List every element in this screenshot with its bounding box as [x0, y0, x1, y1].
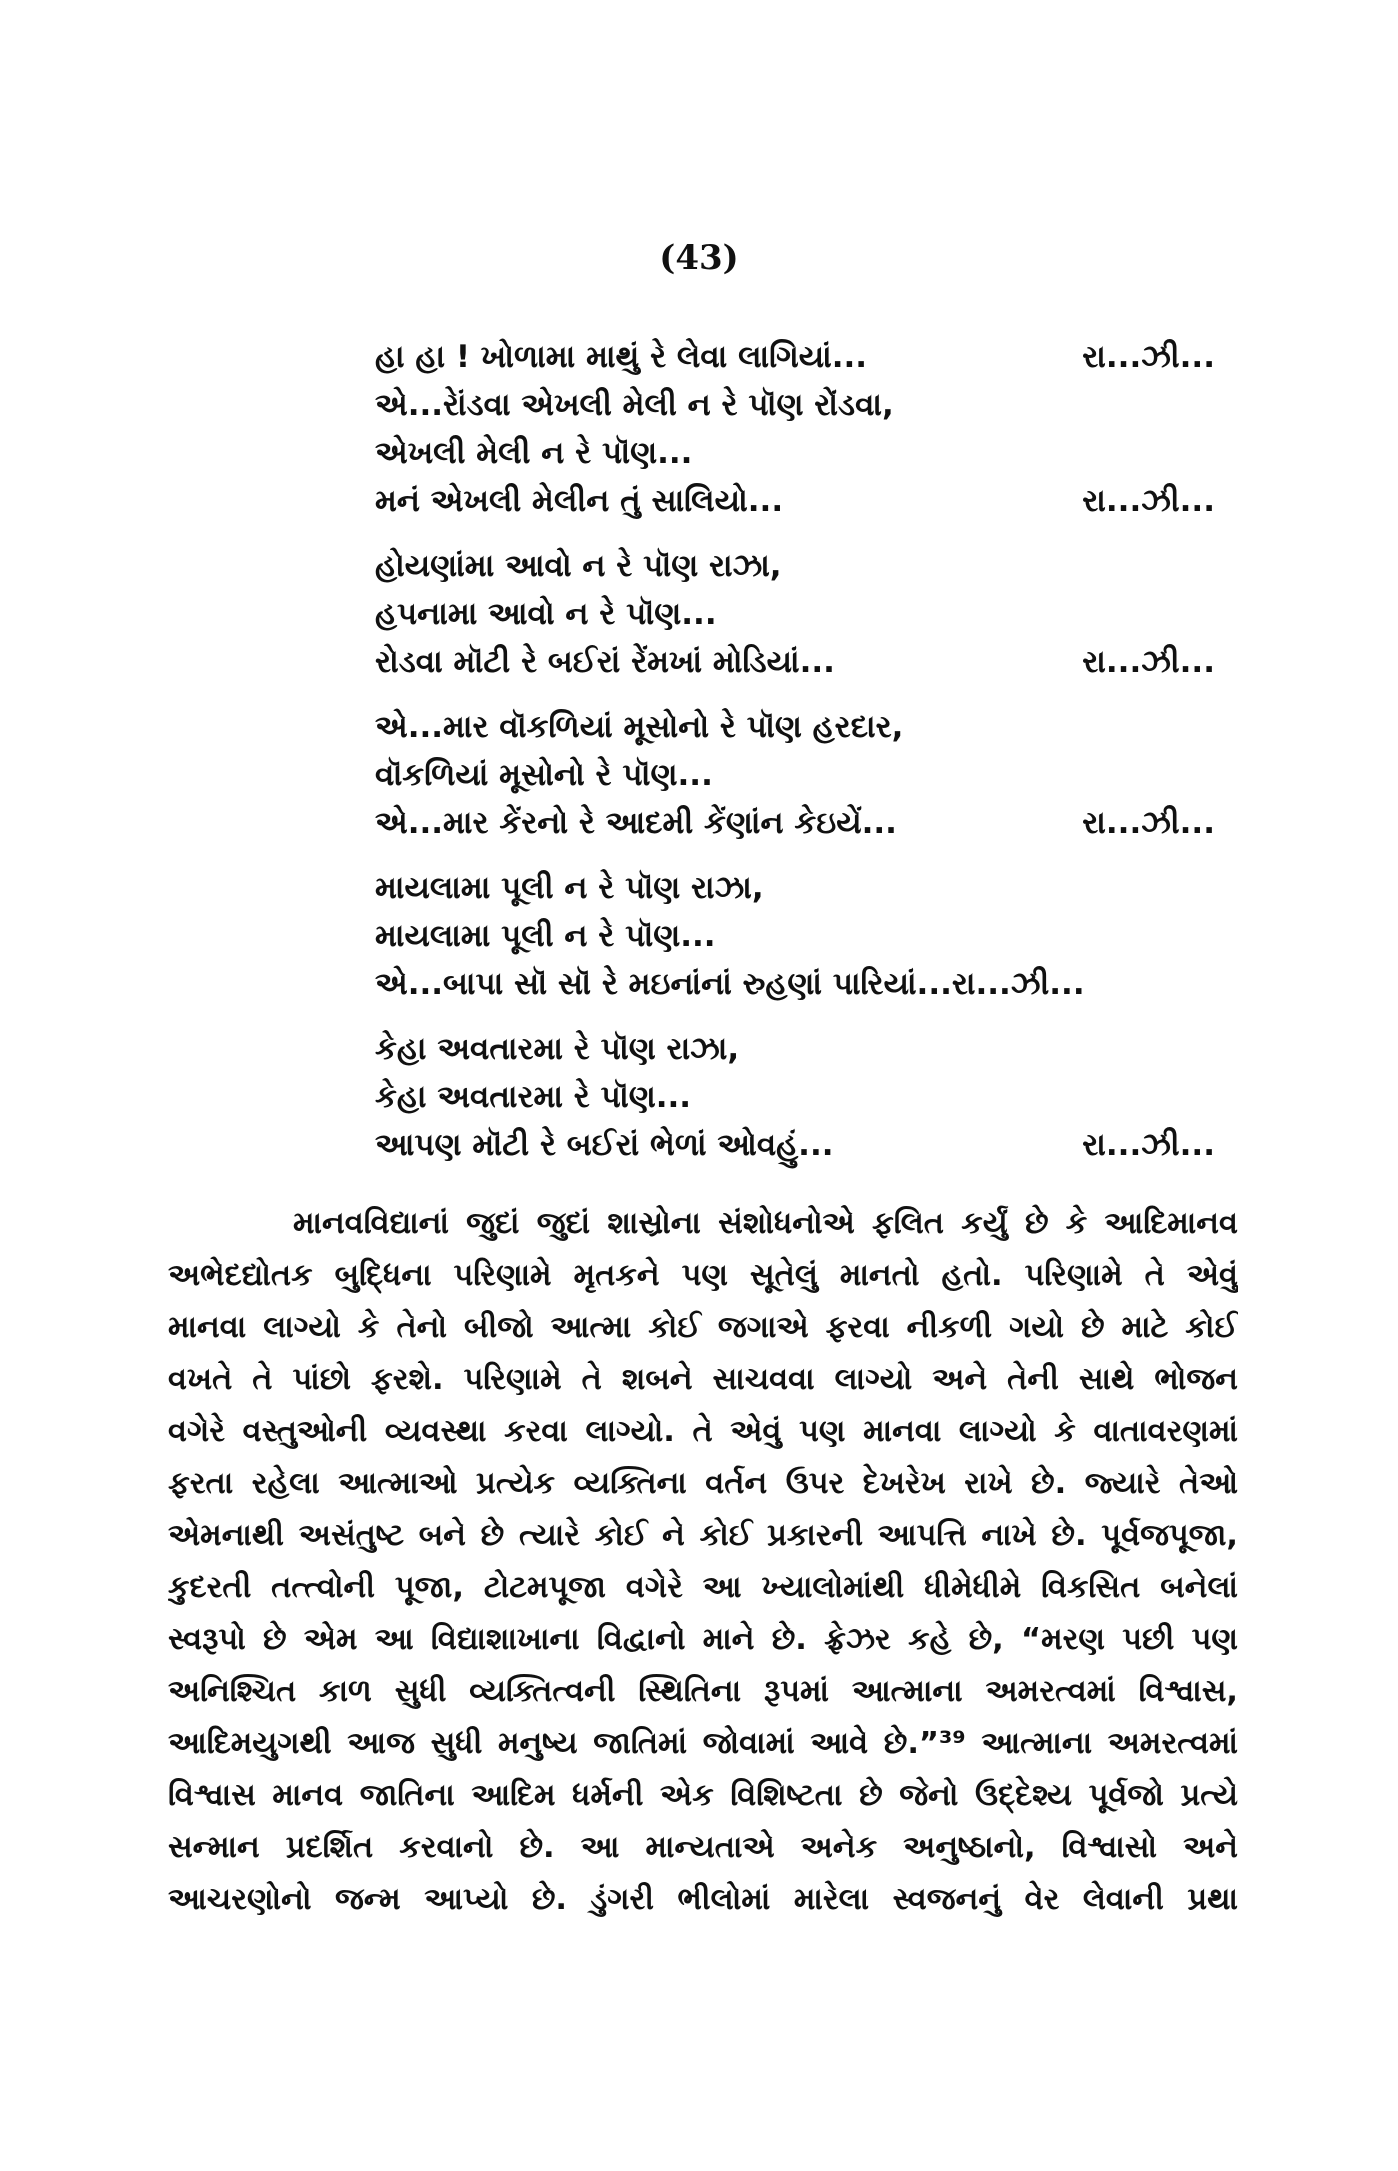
verse-line	[375, 960, 1215, 1008]
paragraph-line: વગેરે વસ્તુઓની વ્યવસ્થા કરવા લાગ્યો. તે એવું પણ માનવા લાગ્યો કે વાતાવરણમાં	[168, 1414, 1238, 1449]
verse-line	[375, 381, 1215, 429]
verse-text: માયલામા પૂલી ન રે પૉણ...	[375, 918, 716, 954]
verse-line	[375, 429, 1215, 477]
page-number: (43)	[659, 238, 739, 278]
verse-text: કેહા અવતારમા રે પૉણ રાઝા,	[375, 1031, 740, 1067]
verse-line	[375, 799, 1215, 847]
stanza-4	[375, 864, 1215, 1008]
verse-line	[375, 1025, 1215, 1073]
verse-line	[375, 1073, 1215, 1121]
paragraph-line: ફરતા રહેલા આત્માઓ પ્રત્યેક વ્યક્તિના વર્તન ઉપર દેખરેખ રાખે છે. જ્યારે તેઓ	[168, 1466, 1238, 1501]
verse-text: કેહા અવતારમા રે પૉણ...	[375, 1079, 692, 1115]
verse-text: હા હા ! ખોળામા માથું રે લેવા લાગિયાં...	[375, 339, 868, 375]
paragraph-line: વિશ્વાસ માનવ જાતિના આદિમ ધર્મની એક વિશિષ્ટતા છે જેનો ઉદ્દેશ્ય પૂર્વજો પ્રત્યે	[168, 1778, 1238, 1813]
paragraph-line: અભેદદ્યોતક બુદ્ધિના પરિણામે મૃતકને પણ સૂતેલું માનતો હતો. પરિણામે તે એવું	[168, 1258, 1238, 1293]
verse-text: રોડવા મૉટી રે બઈરાં રેંમખાં મોડિયાં...	[375, 644, 835, 680]
verse-text: વૉકળિયાં મૂસોનો રે પૉણ...	[375, 757, 713, 793]
folk-song-verse	[375, 333, 1215, 1186]
verse-line	[375, 333, 1215, 381]
paragraph-line: એમનાથી અસંતુષ્ટ બને છે ત્યારે કોઈ ને કોઈ પ્રકારની આપત્તિ નાખે છે. પૂર્વજપૂજા,	[168, 1518, 1238, 1553]
verse-line	[375, 864, 1215, 912]
paragraph-line: સન્માન પ્રદર્શિત કરવાનો છે. આ માન્યતાએ અનેક અનુષ્ઠાનો, વિશ્વાસો અને	[168, 1830, 1238, 1865]
verse-line	[375, 638, 1215, 686]
verse-text: મનં એખલી મેલીન તું સાલિયો...	[375, 483, 784, 519]
verse-line	[375, 590, 1215, 638]
verse-line	[375, 912, 1215, 960]
verse-text: આપણ મૉટી રે બઈરાં ભેળાં ઓવહું...	[375, 1127, 834, 1163]
body-paragraph	[168, 1198, 1238, 1926]
paragraph-line: આદિમયુગથી આજ સુધી મનુષ્ય જાતિમાં જોવામાં આવે છે.”³⁹ આત્માના અમરત્વમાં	[168, 1726, 1238, 1761]
verse-text: માયલામા પૂલી ન રે પૉણ રાઝા,	[375, 870, 764, 906]
verse-text: એ...બાપા સૉ સૉ રે મઇનાંનાં રુહણાં પારિયાં...રા...ઝી...	[375, 966, 1085, 1002]
verse-refrain: રા...ઝી...	[1082, 339, 1215, 375]
stanza-5	[375, 1025, 1215, 1169]
verse-line	[375, 703, 1215, 751]
verse-line	[375, 751, 1215, 799]
paragraph-line: અનિશ્ચિત કાળ સુધી વ્યક્તિત્વની સ્થિતિના રૂપમાં આત્માના અમરત્વમાં વિશ્વાસ,	[168, 1674, 1238, 1709]
paragraph-line: માનવવિદ્યાનાં જુદાં જુદાં શાસ્રોના સંશોધનોએ ફલિત કર્યું છે કે આદિમાનવ	[293, 1206, 1238, 1241]
verse-text: હપનામા આવો ન રે પૉણ...	[375, 596, 717, 632]
verse-refrain: રા...ઝી...	[1082, 644, 1215, 680]
verse-text: એખલી મેલી ન રે પૉણ...	[375, 435, 693, 471]
verse-text: એ...માર વૉકળિયાં મૂસોનો રે પૉણ હરદાર,	[375, 709, 904, 745]
verse-refrain: રા...ઝી...	[1082, 805, 1215, 841]
paragraph-line: કુદરતી તત્ત્વોની પૂજા, ટોટમપૂજા વગેરે આ ખ્યાલોમાંથી ધીમેધીમે વિકસિત બનેલાં	[168, 1570, 1238, 1605]
verse-text: એ...રેાંડવા એખલી મેલી ન રે પૉણ રોંડવા,	[375, 387, 894, 423]
verse-text: હોયણાંમા આવો ન રે પૉણ રાઝા,	[375, 548, 782, 584]
paragraph-line: માનવા લાગ્યો કે તેનો બીજો આત્મા કોઈ જગાએ ફરવા નીકળી ગયો છે માટે કોઈ	[168, 1310, 1238, 1345]
verse-line	[375, 477, 1215, 525]
paragraph-line: સ્વરૂપો છે એમ આ વિદ્યાશાખાના વિદ્વાનો માને છે. ફ્રેઝર કહે છે, “મરણ પછી પણ	[168, 1622, 1238, 1657]
stanza-1	[375, 333, 1215, 525]
stanza-2	[375, 542, 1215, 686]
paragraph-line: વખતે તે પાંછો ફરશે. પરિણામે તે શબને સાચવવા લાગ્યો અને તેની સાથે ભોજન	[168, 1362, 1238, 1397]
verse-text: એ...માર કેંરનો રે આદમી કેંણાંન કેઇયેં...	[375, 805, 897, 841]
stanza-3	[375, 703, 1215, 847]
verse-refrain: રા...ઝી...	[1082, 1127, 1215, 1163]
verse-refrain: રા...ઝી...	[1082, 483, 1215, 519]
verse-line	[375, 542, 1215, 590]
paragraph-line: આચરણોનો જન્મ આપ્યો છે. ડુંગરી ભીલોમાં મારેલા સ્વજનનું વેર લેવાની પ્રથા	[168, 1882, 1238, 1917]
verse-line	[375, 1121, 1215, 1169]
